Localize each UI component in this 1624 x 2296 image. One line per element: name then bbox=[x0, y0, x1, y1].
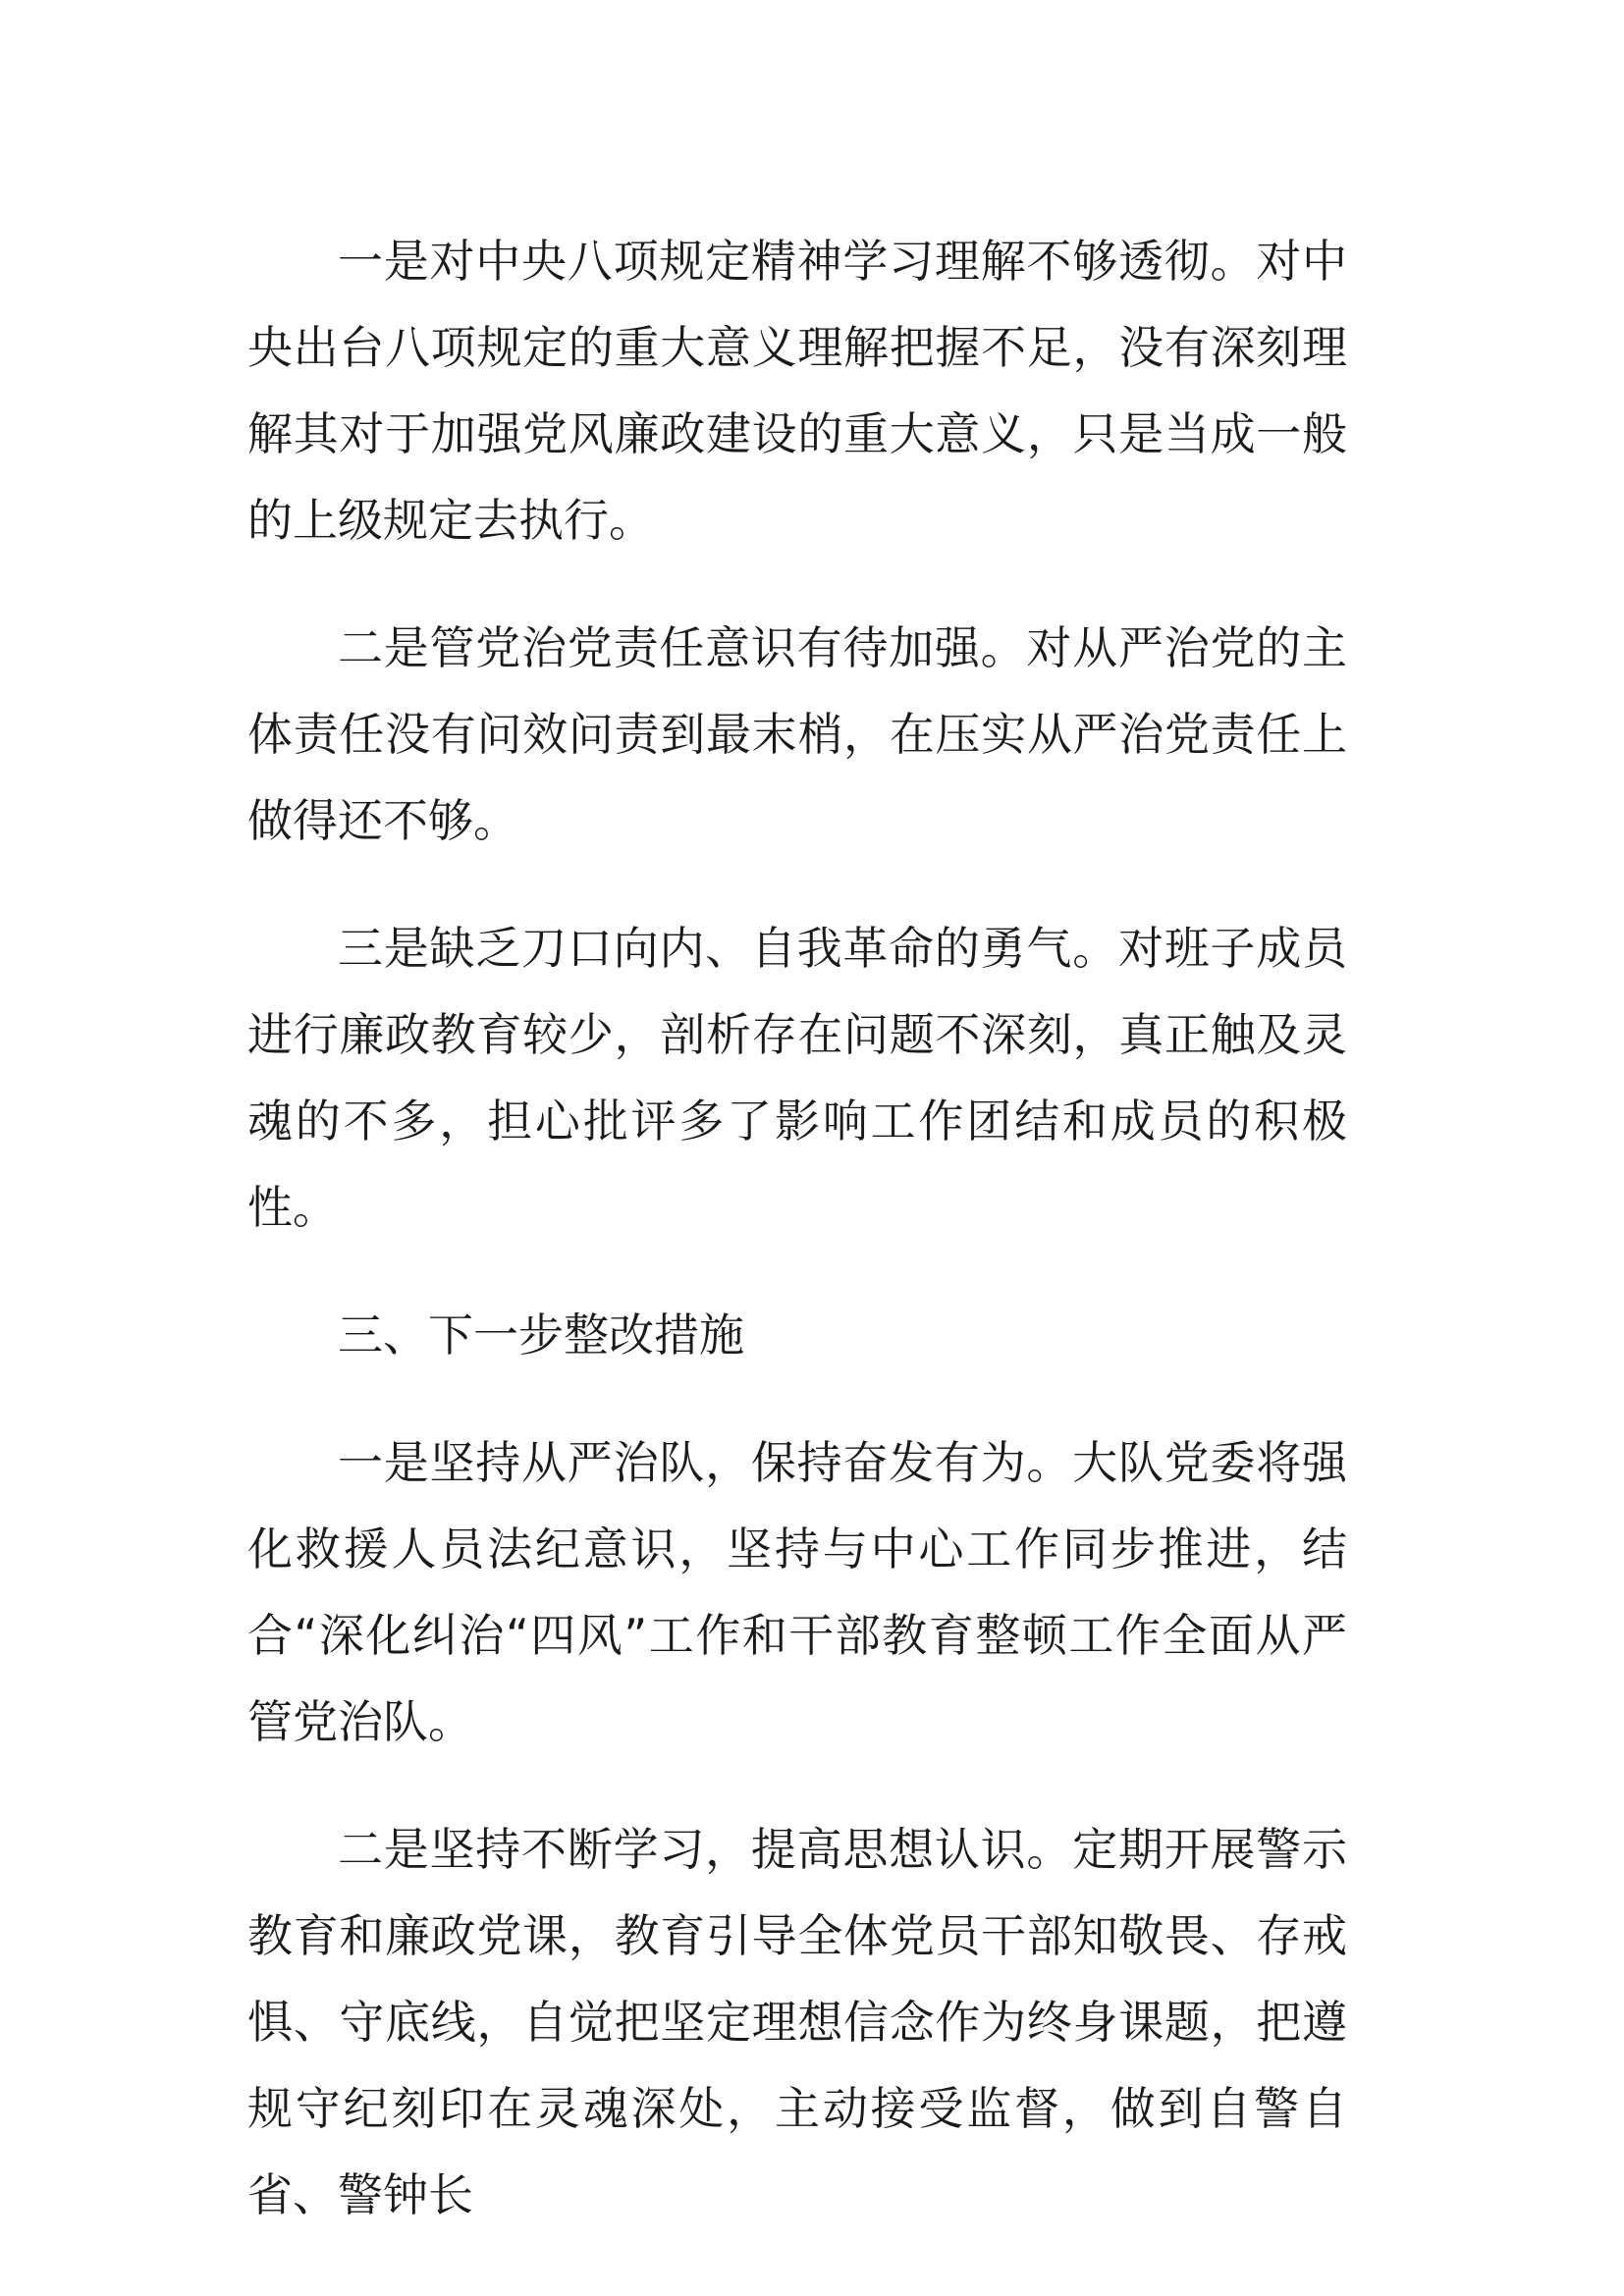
section-heading-next-steps: 三、下一步整改措施 bbox=[338, 1308, 744, 1362]
paragraph-measure-2: 二是坚持不断学习，提高思想认识。定期开展警示教育和廉政党课，教育引导全体党员干部知敬畏、存戒惧、守底线，自觉把坚定理想信念作为终身课题，把遵规守纪刻印在灵魂深处，主动接受监督，做到自警自省、警钟长 bbox=[247, 1823, 1347, 2221]
paragraph-problem-2: 二是管党治党责任意识有待加强。对从严治党的主体责任没有问效问责到最末梢，在压实从严治党责任上做得还不够。 bbox=[247, 621, 1347, 847]
paragraph-measure-1: 一是坚持从严治队，保持奋发有为。大队党委将强化救援人员法纪意识，坚持与中心工作同步推进，结合“深化纠治“四风”工作和干部教育整顿工作全面从严管党治队。 bbox=[247, 1436, 1347, 1748]
paragraph-problem-3: 三是缺乏刀口向内、自我革命的勇气。对班子成员进行廉政教育较少，剖析存在问题不深刻，真正触及灵魂的不多，担心批评多了影响工作团结和成员的积极性。 bbox=[247, 922, 1347, 1234]
paragraph-problem-1: 一是对中央八项规定精神学习理解不够透彻。对中央出台八项规定的重大意义理解把握不足，没有深刻理解其对于加强党风廉政建设的重大意义，只是当成一般的上级规定去执行。 bbox=[247, 235, 1347, 547]
document-body bbox=[247, 218, 1347, 2279]
